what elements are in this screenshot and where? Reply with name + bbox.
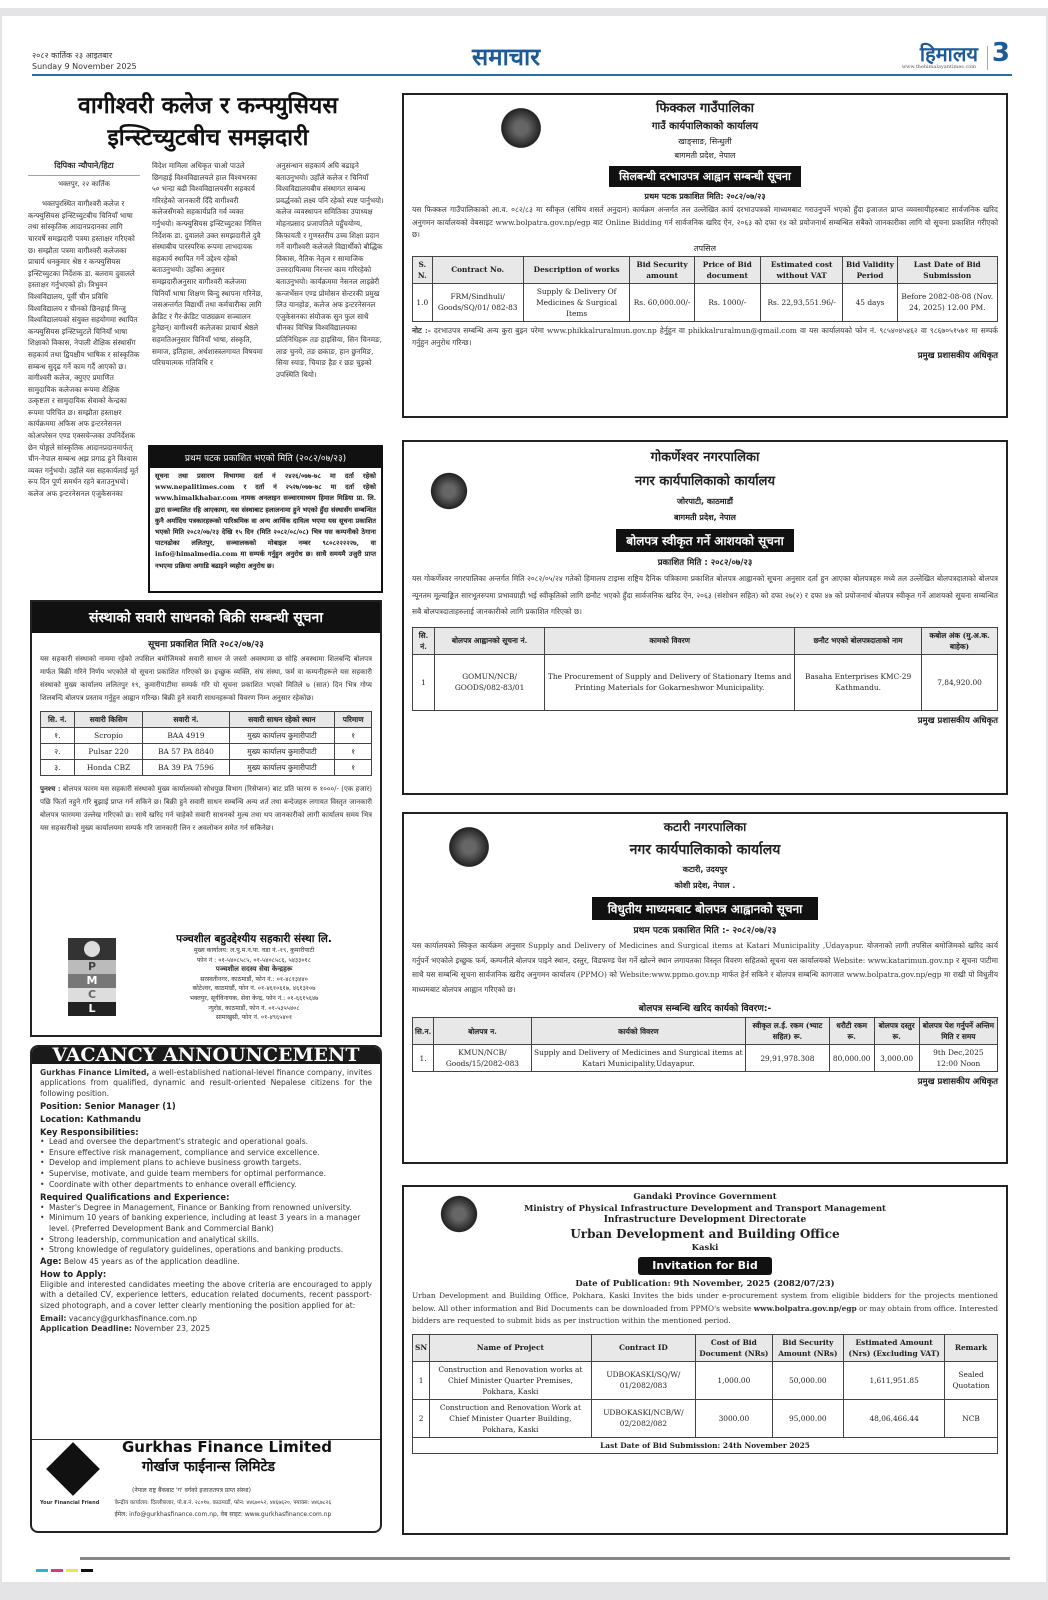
signatory: प्रमुख प्रशासकीय अधिकृत: [917, 1077, 998, 1087]
nepal-emblem-icon: [428, 470, 470, 512]
article-column: [276, 160, 388, 422]
org-name: पञ्चशील बहुउद्देश्यीय सहकारी संस्था लि.: [176, 933, 332, 945]
page-number: 3: [991, 38, 1010, 68]
tagline: Your Financial Friend: [40, 1500, 100, 1506]
table-row: [413, 654, 998, 710]
cell: 2: [413, 1399, 430, 1437]
yellow-mark: [66, 1569, 78, 1572]
dateline: भक्तपुर, २२ कार्तिक: [58, 179, 110, 188]
postscript-label: पुनश्च :: [40, 784, 61, 793]
address-line: कटारी, उदयपुर: [682, 865, 728, 874]
col-header: परिमाण: [335, 712, 372, 728]
bid-table: [404, 256, 1006, 322]
table-row: [413, 1361, 998, 1399]
vehicle-sale-ad: [30, 600, 382, 1037]
cell: Rs. 60,000.00/-: [630, 283, 694, 321]
logo-letter: P: [68, 960, 116, 974]
ad-header: [404, 99, 1006, 204]
cell: १: [335, 728, 372, 744]
qualifications-list: [40, 1203, 372, 1256]
qualifications-label: Required Qualifications and Experience:: [40, 1192, 230, 1203]
cell: Sealed Quotation: [945, 1361, 998, 1399]
cell: १: [335, 760, 372, 776]
col-header: छनौट भएको बोलपत्रदाताको नाम: [795, 627, 922, 654]
table-row: [413, 1399, 998, 1437]
col-header: सि. नं.: [41, 712, 75, 728]
column-text: भक्तपुरस्थित वागीश्वरी कलेज र कन्फ्युसियस इन्स्टिच्युटबीच चिनियाँ भाषा तथा सांस्कृतिक आदानप्रदानका लागि चारवर्षे समझदारी पत्रमा हस्ताक्षर गरिएको छ। सम्झौता पत्रमा वागीश्वरी कलेजका प्राचार्य धनकुमार श्रेष्ठ र कन्फ्युसियस इन्स्टिच्युटका निर्देशक डा. बलराम दुवालले हस्ताक्षर गर्नुभएको हो। त्रिभुवन विश्वविद्यालय, पूर्वी चीन प्रविधि विश्वविद्यालय र चीनको छिनहाई मिन्जु विश्वविद्यालयको संयुक्त सहयोगमा स्थापित कन्फ्युसियस इन्स्टिच्युटले चिनियाँ भाषा शिक्षाको विकास, नेपाली शैक्षिक संस्थासँग सहकार्य तथा द्विपक्षीय भाषिक र सांस्कृतिक सम्बन्ध सुदृढ गर्ने काम गर्दै आएको छ। वागीश्वरी कलेज, क्युएए प्रमाणित सामुदायिक कलेजका रूपमा शैक्षिक उत्कृष्टता र सामुदायिक सेवाको केन्द्रका रूपमा परिचित छ। सम्झौता हस्ताक्षर कार्यक्रममा अफिस अफ इन्टरनेसनल कोअपरेसन एण्ड एक्सचेन्जका उपनिर्देशक छेन योङ्गले सांस्कृतिक आदानप्रदानमार्फत् चीन-नेपाल सम्बन्ध अझ प्रगाढ हुने विश्वास व्यक्त गर्नुभयो। उहाँले यस सहकार्यलाई मूर्त रूप दिन पूर्ण समर्थन रहने बताउनुभयो। कलेज अफ इन्टरनेसनल एजुकेसनका: [28, 199, 140, 499]
cell: १: [335, 744, 372, 760]
org-line: पञ्चशील सदस्य सेवा केन्द्रहरू: [215, 965, 293, 974]
pub-date: प्रकाशित मिति : २०८२/०७/२३: [657, 558, 753, 568]
signatory: प्रमुख प्रशासकीय अधिकृत: [917, 715, 998, 726]
responsibilities-label: Key Responsibilities:: [40, 1126, 139, 1137]
notice-note: [404, 325, 1006, 350]
cell: २.: [41, 744, 75, 760]
license-text: (नेपाल राष्ट्र बैंकबाट 'ग' वर्गको इजाजतपत्र प्राप्त संस्था): [132, 1487, 251, 1494]
vacancy-title: VACANCY ANNOUNCEMENT: [32, 1047, 380, 1064]
phikkal-bid-notice: [402, 93, 1008, 418]
office-name: गाउँ कार्यपालिकाको कार्यालय: [651, 121, 759, 132]
cell: Supply & Delivery Of Medicines & Surgical Items: [523, 283, 630, 321]
cell: 1,611,951.85: [844, 1361, 945, 1399]
col-header: Name of Project: [430, 1334, 592, 1361]
org-line: सामाखुसी, फोन नं. ०१-४९६५४०१: [215, 1014, 293, 1022]
nepal-emblem-icon: [438, 1193, 480, 1235]
table-title: बोलपत्र सम्बन्धि खरिद कार्यको विवरण:-: [638, 1004, 772, 1014]
nepal-emblem-icon: [446, 824, 492, 870]
notice-body: सूचना तथा प्रसारण विभागमा दर्ता नं २४२६/०७७-७८ मा दर्ता रहेको www.nepalitimes.com र दर्ता नं २५२७/०७७-७८ मा दर्ता रहेको www.himalkhabar.com नामक अनलाइन सञ्चारमाध्यम हिमाल मिडिया प्रा. लि. द्वारा सञ्चालित रहि आएकामा, यस संस्थाबाट हलालनामा हुने भएको हुँदा संस्थासँग सम्बन्धित कुनै अर्मादिध पत्रकारहरूको पारिश्रमिक वा अन्य आर्थिक दायित्व भएमा यस सूचना प्रकाशित भएको मिति २०८२/०७/२३ देखि १५ दिन (मिति २०८२/०८/०८) भित्र यस कम्पनीको ठेगाना पाटनढोका ललितपुर, सञ्चालकको मोबाइल नम्बर ९८०८२२२२२७, वा info@himalmedia.com मा सम्पर्क गर्नुहुन अनुरोध छ। साथै समयमै उजुरी प्राप्त नभएमा प्रक्रिया अगाडि बढाइने व्यहोरा अनुरोध छ।: [155, 472, 376, 570]
headline-line: इन्स्टिच्युटबीच समझदारी: [107, 125, 309, 151]
article-column: [28, 160, 140, 538]
responsibilities-list: [40, 1137, 372, 1190]
top-strip: [0, 0, 1048, 8]
pub-date: प्रथम पटक प्रकाशित मिति :- २०८२/०७/२३: [633, 926, 777, 936]
ad-header: [404, 446, 1006, 571]
notice-title: विधुतीय माध्यमबाट बोलपत्र आह्वानको सूचना: [592, 897, 819, 920]
gokarneshwor-intent-notice: [402, 440, 1008, 795]
issue-date: [32, 50, 137, 72]
list-item: • Lead and oversee the department's strategic and operational goals.: [40, 1137, 372, 1148]
table-row: [41, 760, 372, 776]
body-text: Urban Development and Building Office, Pokhara, Kaski Invites the bids under e-procurement system from eligible bidders for the projects mentioned below. All other information and Bid Documents can be downloaded from PPMO's website: [412, 1291, 998, 1313]
cell: FRM/Sindhuli/ Goods/SQ/01/ 082-83: [432, 283, 523, 321]
cell: 1.0: [413, 283, 433, 321]
cell: 48,06,466.44: [844, 1399, 945, 1437]
col-header: बोलपत्र न.: [434, 1018, 532, 1045]
company-name-en: Gurkhas Finance Limited: [122, 1438, 333, 1456]
logo-url: www.thehimalayantimes.com: [901, 64, 976, 70]
note-text: दरभाउपत्र सम्बन्धि अन्य कुरा बुझ्न परेमा www.phikkalruralmun.gov.np हेर्नुहुन वा phikkalruralmun@gmail.com वा यस कार्यालयको फोन नं. ९८५४०४५४६२ वा ९८६७०५१५७१ मा सम्पर्क गर्नुहुन अनुरोध गरिन्छ।: [412, 325, 998, 347]
notice-title: सिलबन्धी दरभाउपत्र आह्वान सम्बन्धी सूचना: [609, 166, 801, 187]
cell: NCB: [945, 1399, 998, 1437]
pub-date: Date of Publication: 9th November, 2025 (2082/07/23): [575, 1279, 835, 1289]
col-header: Last Date of Bid Submission: [897, 256, 997, 283]
cell: 3000.00: [696, 1399, 772, 1437]
vehicle-table: [32, 711, 380, 776]
municipality-name: कटारी नगरपालिका: [663, 820, 747, 834]
list-item: • Ensure effective risk management, compliance and service excellence.: [40, 1148, 372, 1159]
col-header: Remark: [945, 1334, 998, 1361]
list-item: • Coordinate with other departments to enhance overall efficiency.: [40, 1180, 372, 1191]
location: Location: Kathmandu: [40, 1113, 141, 1124]
cell: मुख्य कार्यालय कुमारीपाटी: [229, 760, 335, 776]
ministry-line: Ministry of Physical Infrastructure Development and Transport Management: [524, 1203, 886, 1213]
cell: Honda CBZ: [74, 760, 143, 776]
col-header: Bid Security Amount (NRs): [772, 1334, 844, 1361]
org-line: सरस्वतीनगर, काठमाडौं, फोन नं.: ०१-४८१३४४०: [200, 975, 308, 983]
logo-letter: L: [68, 1002, 116, 1016]
pub-date: प्रथम पटक प्रकाशित मिति: २०८२/०७/२३: [644, 192, 766, 201]
intent-table: [404, 627, 1006, 711]
cell: 1: [413, 654, 435, 710]
notice-body: यस कार्यालयको स्विकृत कार्यक्रम अनुसार Supply and Delivery of Medicines and Surgical items at Katari Municipality ,Udayapur. योजनाको लागी तपसिल बमोजिमको खरिद कार्य गर्नुपर्ने भएकोले इच्छुक फर्म, कम्पनीले बोलपत्र पाइने स्थान, दस्तुर, विडफण्ड पेश गर्ने खोल्ने स्थान लगायतका विस्तृत विवरण सहितको सूचना यस कार्यालयको Website: www.katarimun.gov.np र सूचना पाटीमा साथै यस सम्बन्धि सूचना सार्वजनिक खरीद अनुगमन कार्यालय (PPMO) को Website:www.ppmo.gov.np मार्फत हेर्न सकिने र बोलपत्र सम्बन्धि कागजात www.bolpatra.gov.np/egp मा राखी यो विधुतीय माध्यमबाट बोलपत्र आह्वान गरिएको छ।: [412, 941, 998, 994]
cell: 80,000.00: [829, 1045, 874, 1072]
vacancy-footer: [32, 1439, 380, 1531]
intro-text: a well-established national-level finance company, invites applications from qualified, dynamic and result-oriented Nepalese citizens for the following position.: [40, 1067, 372, 1098]
cell: 1.: [413, 1045, 434, 1072]
age-label: Age:: [40, 1255, 62, 1266]
address-line: बागमती प्रदेश, नेपाल: [674, 151, 736, 160]
notice-title: Invitation for Bid: [638, 1257, 771, 1275]
org-line: कोटेश्वर, काठमाडौं, फोन नं. ०१-४६१०६१७, ४६१३१०७: [192, 985, 316, 993]
col-header: Contract No.: [432, 256, 523, 283]
date-english: Sunday 9 November 2025: [32, 62, 137, 71]
cell: KMUN/NCB/ Goods/15/2082-083: [434, 1045, 532, 1072]
schedule-label: तपसिल: [693, 243, 716, 253]
column-text: विदेश मामिला अधिकृत चाओ पाउले छिगहाई विश्वविद्यालयले हाल विश्वभरका ५० भन्दा बढी विश्वविद्यालयसँग सहकार्य गरिरहेको जानकारी दिँदै वागीश्वरी कलेजसँगको सहकार्यप्रति गर्व व्यक्त गर्नुभयो। कन्फ्युसियस इन्स्टिच्युटका निमित्त निर्देशक डा. दुवालले उक्त समझदारीले दुवै संस्थाबीच पारस्परिक रूपमा लाभदायक सहकार्य स्थापित गर्ने उद्देश्य रहेको बताउनुभयो। उहाँका अनुसार समझदारीअनुसार वागीश्वरी कलेजमा चिनियाँ भाषा शिक्षण बिन्दु स्थापना गरिनेछ, जसअन्तर्गत विद्यार्थी तथा कर्मचारीका लागि क्रेडिट र गैर-क्रेडिट पाठ्यक्रम सञ्चालन हुनेछन्। वागीश्वरी कलेजका प्राचार्य श्रेष्ठले सहमतिअनुसार चिनियाँ भाषा, संस्कृति, समाज, इतिहास, अर्थशास्त्रलगायत विषयमा परिचयात्मक गतिविधि र: [152, 161, 263, 368]
col-header: SN: [413, 1334, 430, 1361]
logo-letter: C: [68, 988, 116, 1002]
bolpatra-link[interactable]: www.bolpatra.gov.np/egp: [753, 1303, 857, 1313]
notice-body: यस गोकर्णेश्वर नगरपालिका अन्तर्गत मिति २०८२/०५/२४ गतेको हिमालय टाइम्स राष्ट्रिय दैनिक पत्रिकामा प्रकाशित बोलपत्र आह्वानको सूचना अनुसार दर्ता हुन आएका बोलपत्रहरु मध्ये तल उल्लेखित बोलपत्रदाताको बोलपत्र न्यूनतम मूल्याङ्कित सारभूतरुपमा प्रभावग्राही भई स्वीकृतिको लागि छनौट भएको हुँदा सार्वजनिक खरिद ऐन, २०६३ (संशोधन सहित) को दफा २७(२) र दफा ४७ को प्रयोजनार्थ बोलपत्र स्वीकृत गर्ने आशयको सूचना सम्बन्धित सबै बोलपत्रदाताहरुलाई जानकारीको लागि प्रकाशित गरिएको छ।: [412, 574, 998, 616]
directorate-line: Infrastructure Development Directorate: [603, 1215, 807, 1225]
address: केन्द्रीय कार्यालय: दिल्लीबजार, पो.ब.नं. २८०१७, काठमाडौं, फोन: ४४६७०५२, ४४६७६२०, फ्याक्स: ४४६७८२६: [114, 1500, 332, 1506]
cell: मुख्य कार्यालय कुमारीपाटी: [229, 744, 335, 760]
address-line: बागमती प्रदेश, नेपाल: [674, 513, 736, 522]
logo-letter: M: [68, 974, 116, 988]
col-header: Estimated cost without VAT: [760, 256, 843, 283]
col-header: कामको विवरण: [545, 627, 795, 654]
age-requirement: [40, 1256, 372, 1268]
col-header: सि. नं.: [413, 627, 435, 654]
age-text: Below 45 years as of the application deadline.: [61, 1256, 240, 1266]
body-text: or may obtain from office. Interested bidders are requested to submit bids as per instruction within the mentioned period.: [412, 1303, 998, 1325]
kaski-invitation-for-bid: [402, 1185, 1008, 1535]
vacancy-ad: [30, 1045, 382, 1533]
print-bar: [80, 1557, 1010, 1560]
katari-ebid-notice: [402, 812, 1008, 1164]
col-header: कबोल अंक (मु.अ.क. बाहेक): [922, 627, 998, 654]
gurkhas-logo-icon: [46, 1442, 100, 1496]
table-row: [413, 1045, 998, 1072]
col-header: सवारी किसिम: [74, 712, 143, 728]
email-label: Email:: [40, 1313, 67, 1323]
list-item: • Strong leadership, communication and analytical skills.: [40, 1235, 372, 1246]
col-header: S. N.: [413, 256, 433, 283]
cell: १.: [41, 728, 75, 744]
list-item: • Supervise, motivate, and guide team members for optimal performance.: [40, 1169, 372, 1180]
government-line: Gandaki Province Government: [633, 1191, 777, 1201]
apply-label: How to Apply:: [40, 1269, 107, 1280]
cell: 3,000.00: [874, 1045, 919, 1072]
black-mark: [81, 1569, 93, 1572]
list-item: • Strong knowledge of regulatory guidelines, operations and banking products.: [40, 1245, 372, 1256]
org-contact-block: [132, 932, 376, 1023]
cell: 1: [413, 1361, 430, 1399]
col-header: Price of Bid document: [694, 256, 760, 283]
col-header: बोलपत्र दस्तुर रू.: [874, 1018, 919, 1045]
ad-body: यस सहकारी संस्थाको नाममा रहेको तपसिल बमोजिमको सवारी साधन जे जस्तो अवस्थामा छ सोहि अवस्थामा शिलबन्दि बोलपत्र मार्फत बिक्री गरिने निर्णय भएकोले यो सूचना प्रकाशित गरिएको छ। इच्छुक व्यक्ति, संघ संस्था, फर्म वा कम्पनीहरूले यस सहकारी संस्थाको मुख्य कार्यालय ललितपुर १९, कुमारीपाटीमा सम्पर्क गरि यो सूचना प्रकाशित भएको मितिले ७ (सात) दिन भित्र गोप्य शिलबन्दि बोलपत्र प्रस्ताव गर्नुहुन आह्वान गरिन्छ। बिक्री हुने सवारी साधनहरूको विवरण निम्न अनुसार रहेकोछ।: [40, 655, 372, 702]
table-footer-row: [413, 1437, 998, 1453]
col-header: Cost of Bid Document (NRs): [696, 1334, 772, 1361]
vacancy-body: [32, 1064, 380, 1339]
address-line: जोरपाटी, काठमाडौं: [677, 497, 733, 506]
district: Kaski: [691, 1243, 719, 1253]
company-name: Gurkhas Finance Limited,: [40, 1067, 150, 1077]
cell: The Procurement of Supply and Delivery of Stationary Items and Printing Materials for Gokarneshwor Municipality.: [545, 654, 795, 710]
cell: GOMUN/NCB/ GOODS/082-83/01: [435, 654, 545, 710]
office-name: Urban Development and Building Office: [570, 1227, 840, 1241]
deadline-text: November 23, 2025: [131, 1324, 211, 1334]
col-header: Bid Security amount: [630, 256, 694, 283]
cell: BA 39 PA 7596: [143, 760, 229, 776]
col-header: सि.न.: [413, 1018, 434, 1045]
note-label: नोट :-: [412, 325, 431, 335]
company-name-np: गोर्खाज फाईनान्स लिमिटेड: [142, 1459, 276, 1475]
masthead: [32, 24, 1012, 76]
col-header: स्वीकृत ल.ई. रकम (भ्याट सहित) रू.: [745, 1018, 829, 1045]
col-header: सवारी नं.: [143, 712, 229, 728]
table-row: [41, 744, 372, 760]
col-header: सवारी साधन रहेको स्थान: [229, 712, 335, 728]
col-header: बोलपत्र आह्वानको सूचना नं.: [435, 627, 545, 654]
cell: 95,000.00: [772, 1399, 844, 1437]
divider: [987, 46, 988, 70]
municipality-name: गोकर्णेश्वर नगरपालिका: [650, 450, 760, 465]
org-line: मुख्य कार्यालय: ल.पु.म.न.पा. वडा नं.-१९, कुमारीपाटी: [193, 947, 315, 954]
deadline-line: [40, 1324, 372, 1335]
cell: Construction and Renovation Work at Chief Minister Quarter Building, Pokhara, Kaski: [430, 1399, 592, 1437]
cell: 9th Dec,2025 12:00 Noon: [919, 1045, 997, 1072]
cell: Pulsar 220: [74, 744, 143, 760]
cell: ३.: [41, 760, 75, 776]
bid-table: [404, 1334, 1006, 1454]
ad-postscript: [32, 782, 380, 835]
date-nepali: २०८२ कार्तिक २३ आइतबार: [32, 51, 113, 60]
col-header: Contract ID: [591, 1334, 696, 1361]
org-line: भक्तपुर, सूर्यविनायक, सेवा केन्द्र, फोन नं.: ०१-६६१५६४७: [189, 994, 319, 1002]
col-header: Estimated Amount (Nrs) (Excluding VAT): [844, 1334, 945, 1361]
cell: 50,000.00: [772, 1361, 844, 1399]
cell: 7,84,920.00: [922, 654, 998, 710]
logo-emblem-icon: [68, 938, 116, 960]
address-line: खाङ्साङ, सिन्धुली: [678, 137, 732, 146]
cell: 45 days: [843, 283, 897, 321]
ad-header: [404, 816, 1006, 939]
col-header: धरौटी रकम रू.: [829, 1018, 874, 1045]
cell: Rs. 22,93,551.96/-: [760, 283, 843, 321]
position: Position: Senior Manager (1): [40, 1101, 176, 1112]
office-name: नगर कार्यपालिकाको कार्यालय: [629, 842, 781, 858]
section-title: समाचार: [472, 43, 541, 71]
notice-header: प्रथम पटक प्रकाशित भएको मिति (२०८२/०७/२३): [150, 447, 381, 468]
notice-body: [404, 1290, 1006, 1328]
cell: Supply and Delivery of Medicines and Surgical items at Katari Municipality,Udayapur.: [531, 1045, 745, 1072]
pmcl-logo: [68, 938, 116, 1016]
office-name: नगर कार्यपालिकाको कार्यालय: [634, 474, 776, 489]
postscript-text: बोलपत्र फारम यस सहकारी संस्थाको मुख्य कार्यालयको सोधपुछ विभाग (रिसेप्सन) बाट प्रति फारम रु १०००/- (एक हजार) पछि फिर्ता नहुने गरि बुझाई प्राप्त गर्न सकिने छ। बिक्री हुने सवारी साधन सम्बन्धि अन्य शर्त तथा बन्देजहरु लगायत विस्तृत जानकारी बोलपत्र फारममा उल्लेख गरिएको छ। साथै खरिद गर्न चाहेको सवारी साधनको मुल्य तथा थप जानकारीको लागी कार्यालय समय भित्र यस सहकारीको मुख्य कार्यालयमा सम्पर्क गरि जानकारी लिन र अवलोकन समेत गर्न सकिनेछ।: [40, 785, 372, 832]
cell: Before 2082-08-08 (Nov. 24, 2025) 12.00 PM.: [897, 283, 997, 321]
ad-header: [404, 1190, 1006, 1290]
magenta-mark: [51, 1569, 63, 1572]
cell: Basaha Enterprises KMC-29 Kathmandu.: [795, 654, 922, 710]
submission-deadline: Last Date of Bid Submission: 24th November 2025: [413, 1437, 998, 1453]
cell: BAA 4919: [143, 728, 229, 744]
cell: मुख्य कार्यालय कुमारीपाटी: [229, 728, 335, 744]
article-headline: [28, 90, 388, 154]
list-item: • Master's Degree in Management, Finance or Banking from renowned university.: [40, 1203, 372, 1214]
org-line: फोन नं : ०१-५४०८५८५, ०१-५४०८५८६, ५४३३०१८: [197, 956, 311, 964]
list-item: • Develop and implement plans to achieve business growth targets.: [40, 1158, 372, 1169]
ad-pub-date: सूचना प्रकाशित मिति २०८२/०७/२३: [148, 640, 264, 650]
notice-title: बोलपत्र स्वीकृत गर्ने आशयको सूचना: [616, 529, 793, 552]
table-row: [41, 728, 372, 744]
org-line: न्युरोड, काठमाडौं, फोन नं. ०१-५३५५४०८: [208, 1004, 300, 1012]
cell: 29,91,978.308: [745, 1045, 829, 1072]
column-text: अनुसन्धान सहकार्य अघि बढाइने बताउनुभयो। उहाँले कलेज र चिनियाँ विश्वविद्यालयबीच संस्थागत सम्बन्ध प्रवर्द्धनको लक्ष्य पनि रहेको स्पष्ट पार्नुभयो। कलेज व्यवस्थापन समितिका उपाध्यक्ष मोहनप्रसाद प्रजापतिले पहुँचयोग्य, किफायती र गुणस्तरीय उच्च शिक्षा प्रदान गर्ने वागीश्वरी कलेजले विद्यार्थीको बौद्धिक विकास, नैतिक नेतृत्व र सामाजिक उत्तरदायित्वमा निरन्तर काम गरिरहेको बताउनुभयो। कार्यक्रममा नेसनल लाइब्रेरी कन्जर्भेसन एण्ड प्रोमोसन सेन्टरकी प्रमुख लिउ यानहोङ, कलेज अफ इन्टरनेसनल एजुकेसनका संयोजक सुन फुल साथै चीनका विभिन्न विश्वविद्यालयका प्रतिनिधिहरू तङ हाइसिया, सिन चिनमङ, लाङ चुनये, तङ छकाङ, हान छुनमिङ, सिया स्याङ, चियाङ हैङ र छङ चुइको उपस्थिति थियो।: [276, 161, 384, 379]
apply-text: Eligible and interested candidates meeting the above criteria are encouraged to apply with a detailed CV, experience letters, education related documents, recent passport-sized photograph, and a cover letter clearly mentioning the position applied for at:: [40, 1279, 372, 1311]
cyan-mark: [36, 1569, 48, 1572]
procurement-table: [404, 1017, 1006, 1072]
publication-notice-box: [148, 445, 383, 593]
col-header: बोलपत्र पेश गर्नुपर्ने अन्तिम मिति र समय: [919, 1018, 997, 1045]
cell: UDBOKASKI/SQ/W/ 01/2082/083: [591, 1361, 696, 1399]
headline-line: वागीश्वरी कलेज र कन्फ्युसियस: [78, 93, 338, 119]
cell: 1,000.00: [696, 1361, 772, 1399]
table-row: [413, 283, 998, 321]
email-line: [40, 1314, 372, 1325]
col-header: Description of works: [523, 256, 630, 283]
byline: दिपिका न्यौपाने/हिटा: [28, 160, 140, 176]
cell: Rs. 1000/-: [694, 283, 760, 321]
email-link[interactable]: vacancy@gurkhasfinance.com.np: [66, 1313, 198, 1323]
municipality-name: फिक्कल गाउँपालिका: [656, 101, 754, 116]
col-header: कार्यको विवरण: [531, 1018, 745, 1045]
vacancy-intro: [40, 1068, 372, 1100]
cell: Construction and Renovation works at Chief Minister Quarter Premises, Pokhara, Kaski: [430, 1361, 592, 1399]
cell: UDBOKASKI/NCB/W/ 02/2082/082: [591, 1399, 696, 1437]
list-item: • Minimum 10 years of banking experience, including at least 3 years in a manager level. (Preferred Development Bank and Commercial Bank): [40, 1213, 372, 1234]
nepal-emblem-icon: [498, 105, 544, 151]
deadline-label: Application Deadline:: [40, 1324, 132, 1334]
article-column: [152, 160, 264, 422]
cell: Scropio: [74, 728, 143, 744]
col-header: Bid Validity Period: [843, 256, 897, 283]
ad-title: संस्थाको सवारी साधनको बिक्री सम्बन्धी सूचना: [32, 602, 380, 633]
notice-body: यस फिक्कल गाउँपालिकाको आ.व. ०८२/८३ मा स्वीकृत (संघिय शसर्त अनुदान) कार्यक्रम अन्तर्गत तल उल्लेखित कार्य दरभाउपत्रको माध्यमबाट गराउनुपर्ने भएको हुँदा इजाजत प्राप्त व्यवसायीहरुबाट सार्वजनिक खरिद अनुगमन कार्यालयको वेबसाइट www.bolpatra.gov.np/egp बाट Online Bidding गर्न सार्वजनिक खरिद ऐन, २०६३ को दफा १४ को प्रयोजनार्थ सम्बन्धित सबैको जानकारीका लागि यो सूचना प्रकाशित गरीएको छ।: [412, 205, 998, 239]
newspaper-logo: हिमालय: [919, 42, 978, 66]
address-line: कोशी प्रदेश, नेपाल .: [674, 881, 736, 890]
cell: BA 57 PA 8840: [143, 744, 229, 760]
contact: ईमेल: info@gurkhasfinance.com.np, वेब साइट: www.gurkhasfinance.com.np: [114, 1511, 332, 1518]
signatory: प्रमुख प्रशासकीय अधिकृत: [917, 350, 998, 361]
